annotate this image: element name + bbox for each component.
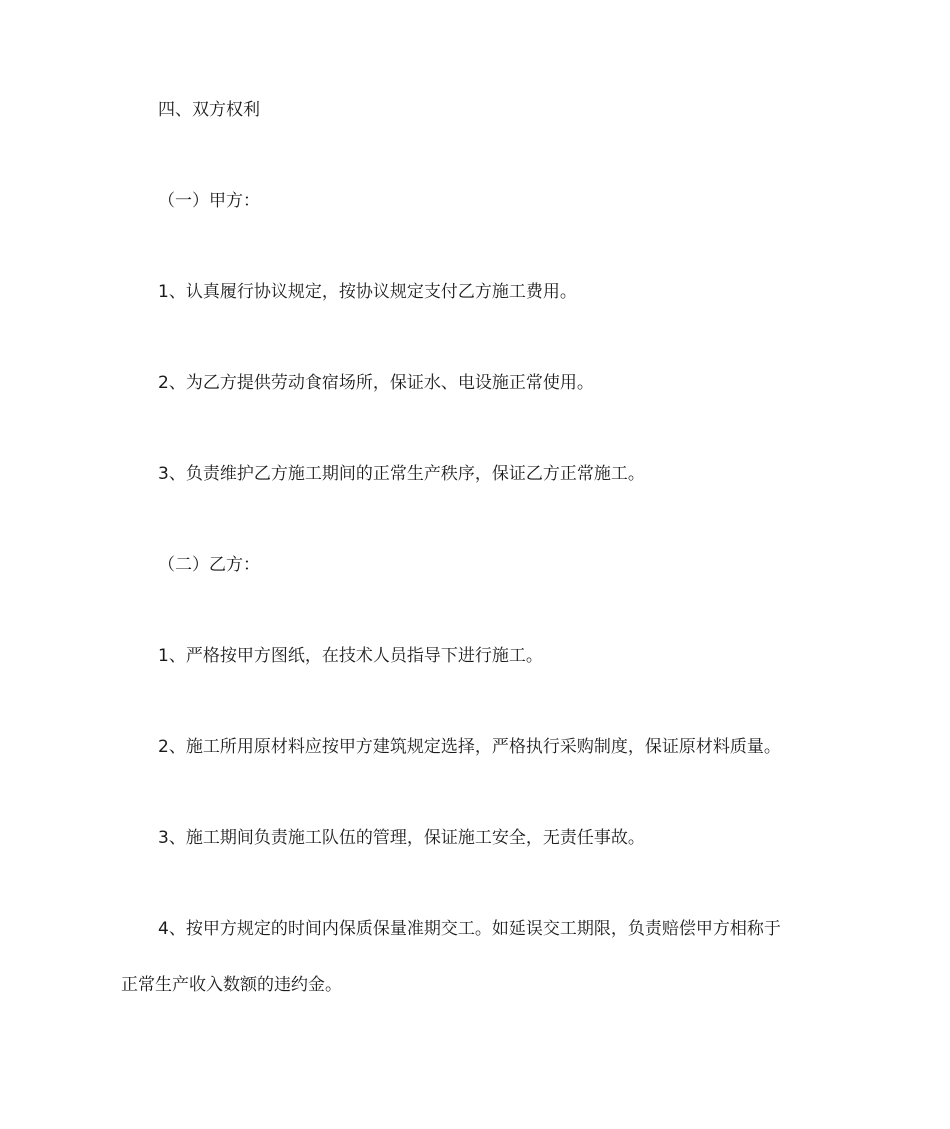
party-a-item-1: 1、认真履行协议规定，按协议规定支付乙方施工费用。 (158, 282, 577, 302)
party-a-label: （一）甲方： (158, 191, 260, 211)
party-b-item-2: 2、施工所用原材料应按甲方建筑规定选择，严格执行采购制度，保证原材料质量。 (158, 737, 781, 757)
party-b-item-4-continued: 正常生产收入数额的违约金。 (121, 975, 342, 995)
party-b-item-3: 3、施工期间负责施工队伍的管理，保证施工安全，无责任事故。 (158, 828, 645, 848)
party-a-item-3: 3、负责维护乙方施工期间的正常生产秩序，保证乙方正常施工。 (158, 464, 645, 484)
party-b-item-1: 1、严格按甲方图纸，在技术人员指导下进行施工。 (158, 646, 543, 666)
section-heading: 四、双方权利 (158, 100, 260, 120)
party-b-label: （二）乙方： (158, 555, 260, 575)
party-b-item-4: 4、按甲方规定的时间内保质保量准期交工。如延误交工期限，负责赔偿甲方相称于 (158, 919, 781, 939)
party-a-item-2: 2、为乙方提供劳动食宿场所，保证水、电设施正常使用。 (158, 373, 594, 393)
